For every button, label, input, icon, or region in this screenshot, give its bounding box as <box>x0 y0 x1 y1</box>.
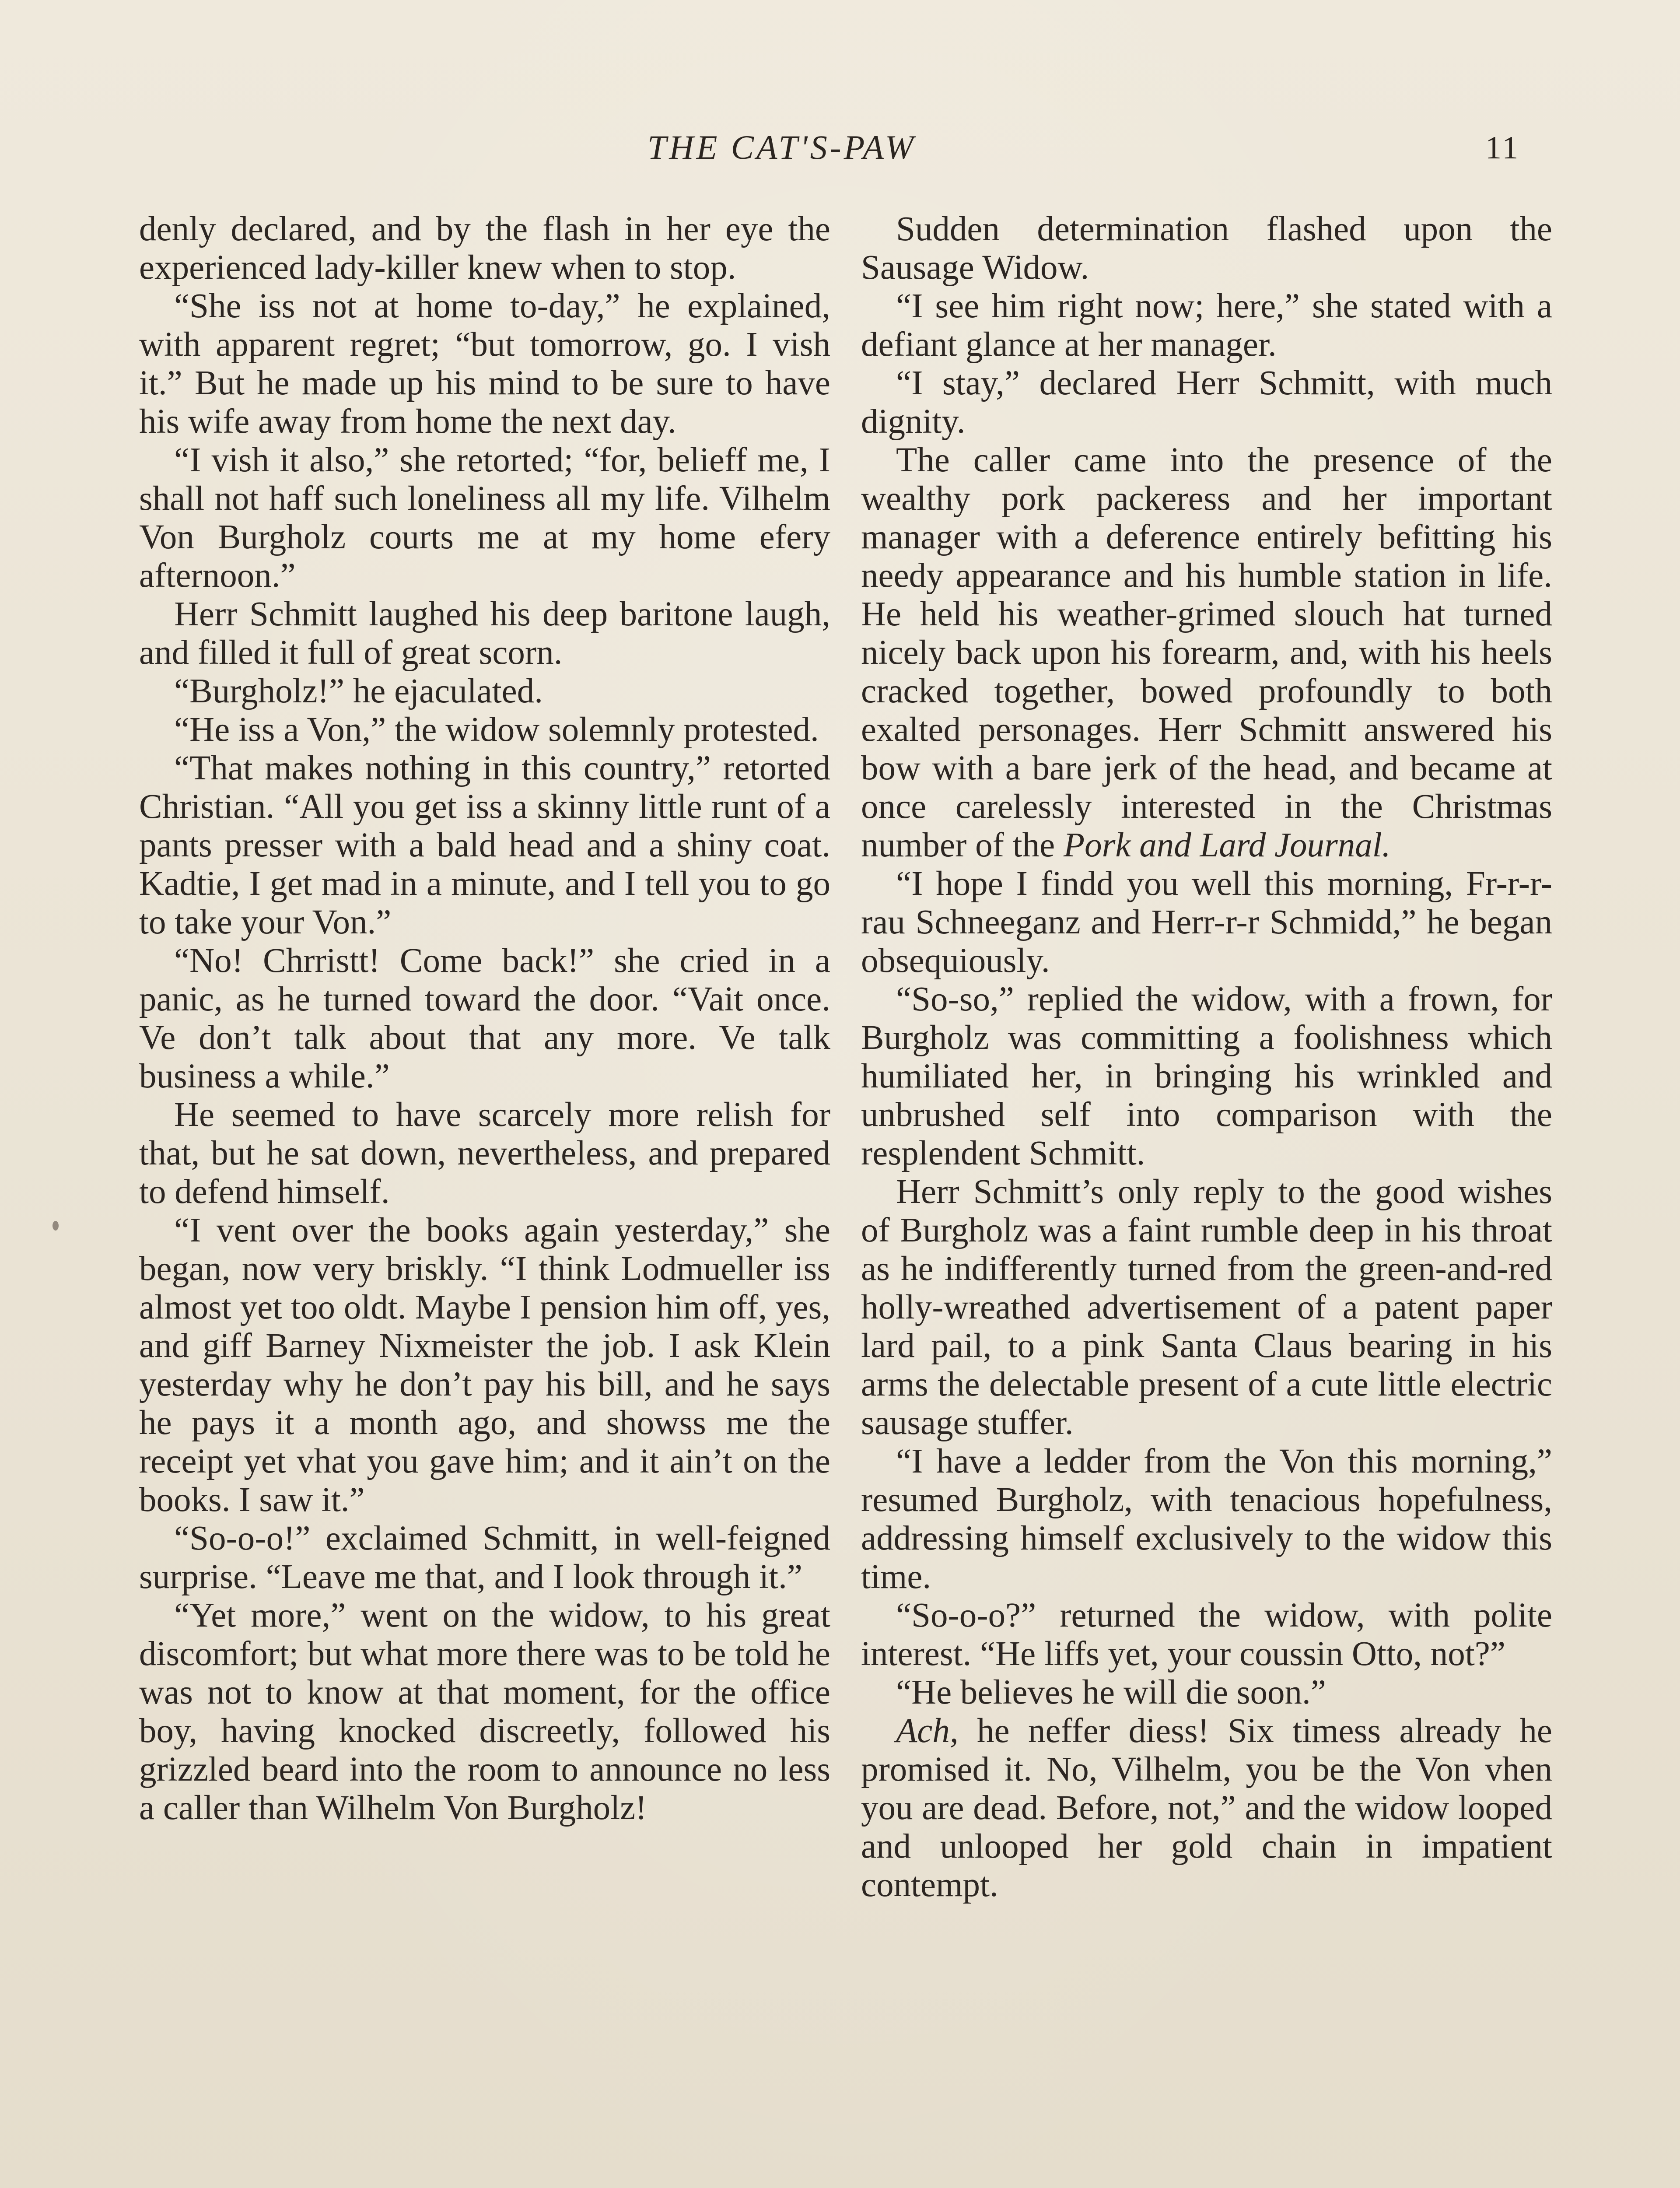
right-column <box>861 210 1552 1904</box>
paragraph: “That makes nothing in this country,” retorted Christian. “All you get iss a skinny little runt of a pants presser with a bald head and a shiny coat. Kadtie, I get mad in a minute, and I tell you to go to take your Von.” <box>139 749 830 941</box>
paragraph: Herr Schmitt’s only reply to the good wishes of Burgholz was a faint rumble deep in his throat as he indifferently turned from the green-and-red holly-wreathed advertisement of a patent paper lard pail, to a pink Santa Claus bearing in his arms the delectable present of a cute little electric sausage stuffer. <box>861 1173 1552 1442</box>
page-number: 11 <box>1485 130 1520 166</box>
paragraph: “So-so,” replied the widow, with a frown, for Burgholz was committing a foolishness which humiliated her, in bringing his wrinkled and unbrushed self into comparison with the resplendent Schmitt. <box>861 980 1552 1172</box>
paragraph: He seemed to have scarcely more relish for that, but he sat down, nevertheless, and prepared to defend himself. <box>139 1096 830 1211</box>
paragraph: “She iss not at home to-day,” he explained, with apparent regret; “but tomorrow, go. I vish it.” But he made up his mind to be sure to have his wife away from home the next day. <box>139 287 830 441</box>
journal-title: Pork and Lard Journal. <box>1063 826 1391 864</box>
paragraph: “I stay,” declared Herr Schmitt, with much dignity. <box>861 364 1552 441</box>
paragraph: denly declared, and by the flash in her eye the experienced lady-killer knew when to stop. <box>139 210 830 287</box>
left-column <box>139 210 830 1827</box>
paragraph: “No! Chrristt! Come back!” she cried in a panic, as he turned toward the door. “Vait once. Ve don’t talk about that any more. Ve talk business a while.” <box>139 942 830 1095</box>
paragraph: Sudden determination flashed upon the Sausage Widow. <box>861 210 1552 287</box>
page-header <box>0 128 1680 180</box>
paragraph: “I vent over the books again yesterday,” she began, now very briskly. “I think Lodmueller iss almost yet too oldt. Maybe I pension him off, yes, and giff Barney Nixmeister the job. I ask Klein yesterday why he don’t pay his bill, and he says he pays it a month ago, and showss me the receipt yet vhat you gave him; and it ain’t on the books. I saw it.” <box>139 1211 830 1519</box>
paragraph: “So-o-o!” exclaimed Schmitt, in well-feigned surprise. “Leave me that, and I look through it.” <box>139 1519 830 1596</box>
paragraph: Herr Schmitt laughed his deep baritone laugh, and filled it full of great scorn. <box>139 595 830 672</box>
running-title: THE CAT'S-PAW <box>648 128 916 166</box>
paragraph: “He believes he will die soon.” <box>896 1673 1326 1711</box>
paragraph: “I have a ledder from the Von this morning,” resumed Burgholz, with tenacious hopefulness, addressing himself exclusively to the widow this time. <box>861 1442 1552 1596</box>
paragraph <box>861 1712 1552 1904</box>
paragraph: “I hope I findd you well this morning, Fr-r-r-rau Schneeganz and Herr-r-r Schmidd,” he began obsequiously. <box>861 865 1552 980</box>
paper-speck <box>52 1221 59 1231</box>
paragraph: “So-o-o?” returned the widow, with polite interest. “He liffs yet, your coussin Otto, not?” <box>861 1596 1552 1673</box>
italic-word: Ach, <box>896 1712 959 1750</box>
paragraph-text: The caller came into the presence of the wealthy pork packeress and her important manager with a deference entirely befitting his needy appearance and his humble station in life. He held his weather-grimed slouch hat turned nicely back upon his forearm, and, with his heels cracked together, bowed profoundly to both exalted personages. Herr Schmitt answered his bow with a bare jerk of the head, and became at once carelessly interested in the Christmas number of the <box>861 441 1552 864</box>
paragraph: “Burgholz!” he ejaculated. <box>174 672 543 710</box>
paragraph: “He iss a Von,” the widow solemnly protested. <box>174 711 819 749</box>
paragraph: “I vish it also,” she retorted; “for, belieff me, I shall not haff such loneliness all my life. Vilhelm Von Burgholz courts me at my home efery afternoon.” <box>139 441 830 595</box>
paragraph-text: he neffer diess! Six timess already he promised it. No, Vilhelm, you be the Von vhen you are dead. Before, not,” and the widow looped and unlooped her gold chain in impatient contempt. <box>861 1712 1552 1904</box>
paragraph: “I see him right now; here,” she stated with a defiant glance at her manager. <box>861 287 1552 364</box>
paragraph: “Yet more,” went on the widow, to his great discomfort; but what more there was to be told he was not to know at that moment, for the office boy, having knocked discreetly, followed his grizzled beard into the room to announce no less a caller than Wilhelm Von Burgholz! <box>139 1596 830 1827</box>
paragraph <box>861 441 1552 865</box>
